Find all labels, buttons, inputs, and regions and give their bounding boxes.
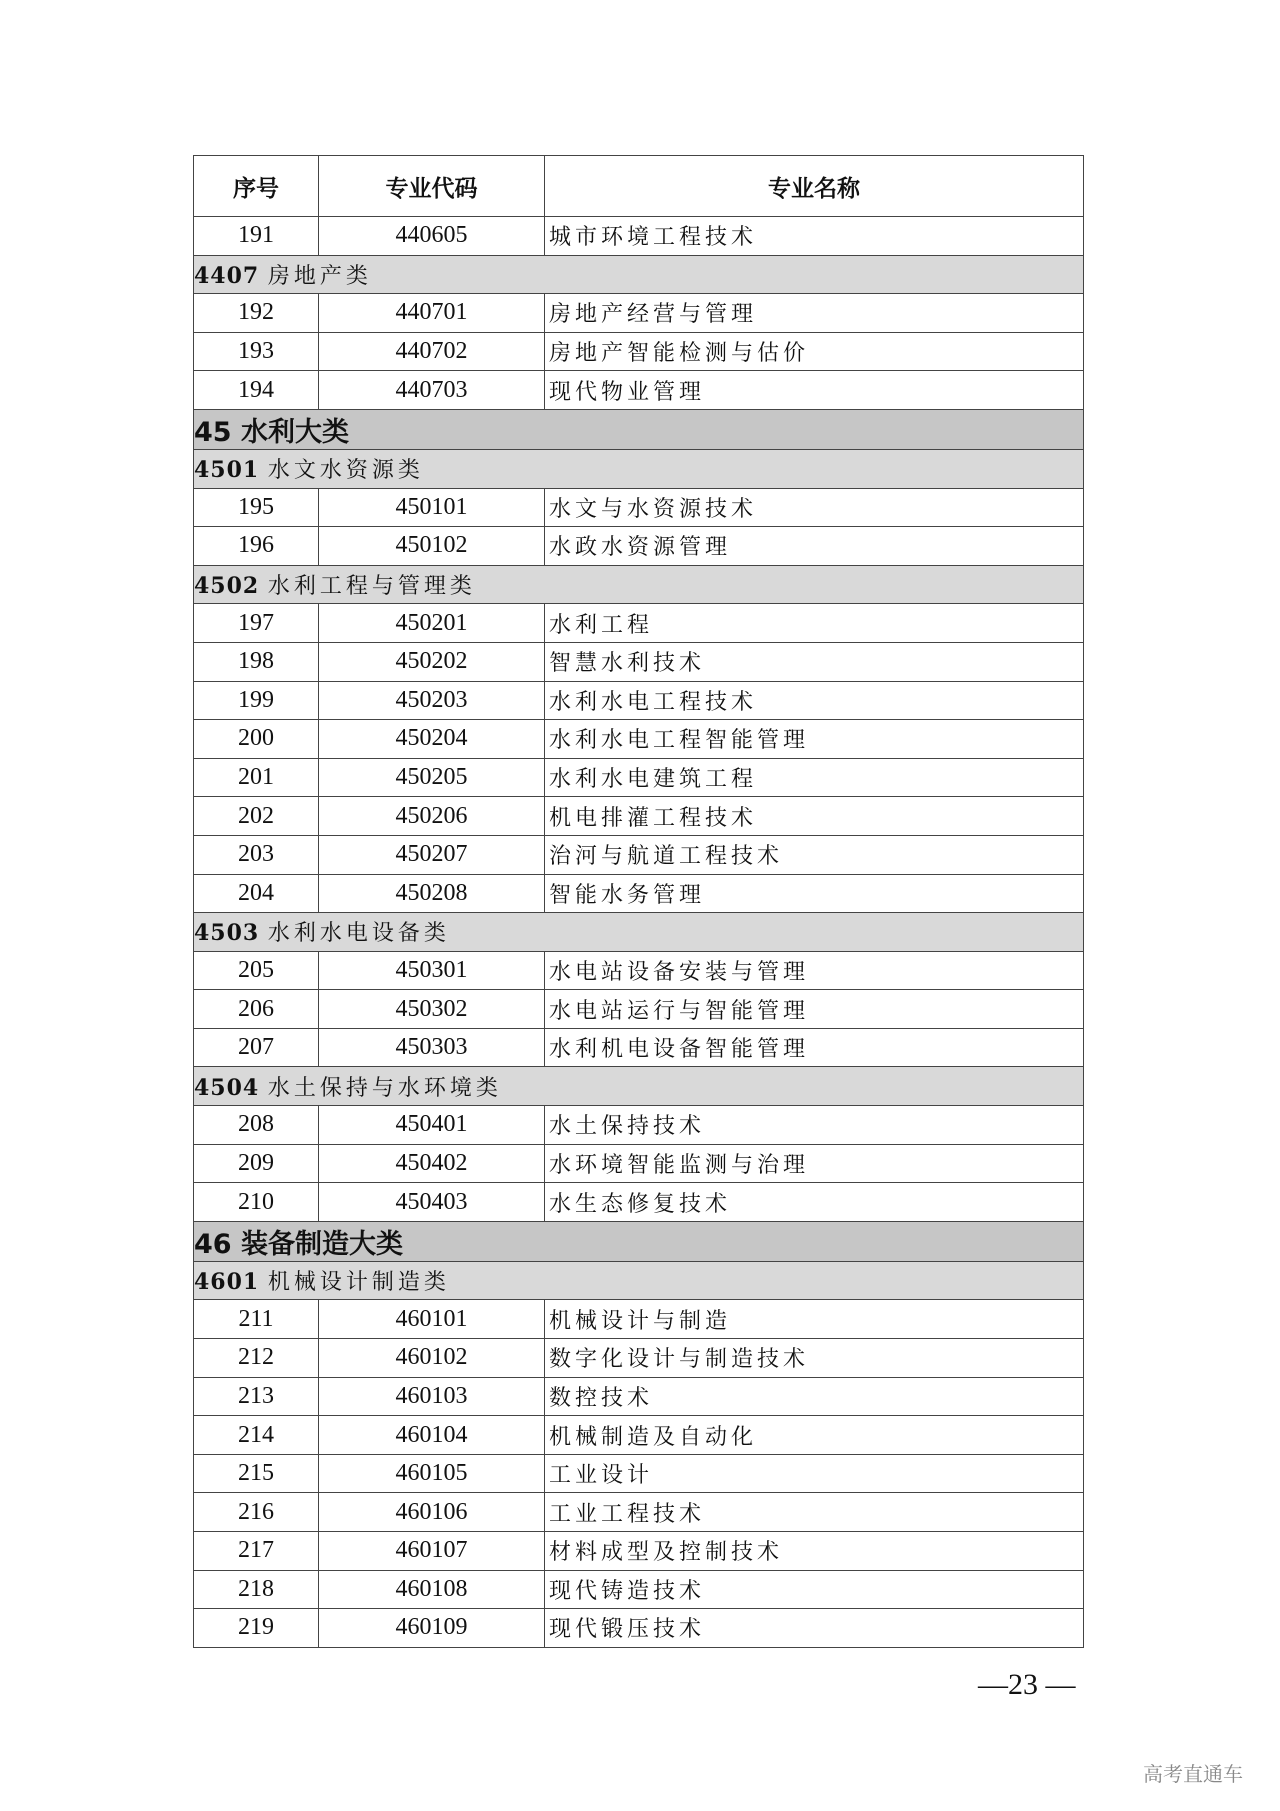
category-name: 水文水资源类 [267, 458, 424, 484]
table-row [194, 642, 1084, 681]
row-no: 210 [194, 1183, 319, 1222]
row-code: 450403 [319, 1183, 545, 1222]
table-row [194, 681, 1084, 720]
row-name: 智能水务管理 [545, 874, 1084, 913]
category-code: 4407 [194, 262, 260, 289]
row-code: 450206 [319, 797, 545, 836]
table-row [194, 874, 1084, 913]
row-no: 216 [194, 1493, 319, 1532]
row-name: 智慧水利技术 [545, 642, 1084, 681]
table-row [194, 1300, 1084, 1339]
table-row [194, 1028, 1084, 1067]
row-name: 水利机电设备智能管理 [545, 1028, 1084, 1067]
row-code: 450201 [319, 604, 545, 643]
row-name: 现代铸造技术 [545, 1570, 1084, 1609]
row-name: 水电站运行与智能管理 [545, 990, 1084, 1029]
category-code: 4504 [194, 1074, 260, 1101]
row-name: 房地产智能检测与估价 [545, 332, 1084, 371]
row-code: 460109 [319, 1609, 545, 1648]
row-no: 215 [194, 1454, 319, 1493]
category-code: 45 [194, 416, 232, 448]
row-code: 450101 [319, 488, 545, 527]
table-row [194, 758, 1084, 797]
row-code: 460103 [319, 1377, 545, 1416]
row-no: 206 [194, 990, 319, 1029]
row-no: 200 [194, 720, 319, 759]
header-name: 专业名称 [545, 156, 1084, 217]
row-code: 460102 [319, 1339, 545, 1378]
row-code: 460106 [319, 1493, 545, 1532]
row-no: 202 [194, 797, 319, 836]
table-row [194, 1493, 1084, 1532]
row-code: 460108 [319, 1570, 545, 1609]
row-code: 450203 [319, 681, 545, 720]
row-code: 450401 [319, 1106, 545, 1145]
major-category-row [194, 409, 1084, 449]
row-code: 450402 [319, 1144, 545, 1183]
row-no: 212 [194, 1339, 319, 1378]
row-name: 工业设计 [545, 1454, 1084, 1493]
table-row [194, 720, 1084, 759]
row-no: 217 [194, 1532, 319, 1571]
category-name: 水土保持与水环境类 [267, 1075, 502, 1101]
row-no: 209 [194, 1144, 319, 1183]
category-name: 机械设计制造类 [267, 1270, 450, 1296]
row-name: 数字化设计与制造技术 [545, 1339, 1084, 1378]
row-code: 460107 [319, 1532, 545, 1571]
header-no: 序号 [194, 156, 319, 217]
row-no: 201 [194, 758, 319, 797]
row-no: 207 [194, 1028, 319, 1067]
row-name: 数控技术 [545, 1377, 1084, 1416]
row-name: 机械制造及自动化 [545, 1416, 1084, 1455]
row-no: 204 [194, 874, 319, 913]
row-no: 203 [194, 835, 319, 874]
row-no: 208 [194, 1106, 319, 1145]
category-code: 4501 [194, 457, 260, 484]
row-code: 450301 [319, 951, 545, 990]
row-code: 440702 [319, 332, 545, 371]
category-cell [194, 449, 1084, 488]
table-row [194, 1416, 1084, 1455]
majors-table [193, 155, 1084, 1648]
row-name: 机电排灌工程技术 [545, 797, 1084, 836]
table-row [194, 371, 1084, 410]
table-row [194, 1377, 1084, 1416]
table-header [194, 156, 1084, 217]
row-no: 211 [194, 1300, 319, 1339]
row-code: 460101 [319, 1300, 545, 1339]
row-no: 218 [194, 1570, 319, 1609]
subcategory-row [194, 1261, 1084, 1300]
row-no: 219 [194, 1609, 319, 1648]
row-no: 213 [194, 1377, 319, 1416]
table-row [194, 1183, 1084, 1222]
table-row [194, 294, 1084, 333]
table-row [194, 1106, 1084, 1145]
row-code: 460104 [319, 1416, 545, 1455]
table-row [194, 1532, 1084, 1571]
category-cell [194, 1221, 1084, 1261]
category-cell [194, 565, 1084, 604]
row-code: 450102 [319, 527, 545, 566]
table-row [194, 1144, 1084, 1183]
row-no: 195 [194, 488, 319, 527]
category-name: 装备制造大类 [240, 1228, 403, 1260]
table-row [194, 527, 1084, 566]
row-name: 现代物业管理 [545, 371, 1084, 410]
subcategory-row [194, 1067, 1084, 1106]
table-row [194, 217, 1084, 256]
major-category-row [194, 1221, 1084, 1261]
row-code: 450205 [319, 758, 545, 797]
row-no: 199 [194, 681, 319, 720]
table-row [194, 332, 1084, 371]
category-code: 4601 [194, 1269, 260, 1296]
row-code: 450302 [319, 990, 545, 1029]
page-number: —23 — [978, 1668, 1076, 1701]
table-row [194, 488, 1084, 527]
row-name: 城市环境工程技术 [545, 217, 1084, 256]
row-name: 材料成型及控制技术 [545, 1532, 1084, 1571]
row-name: 水电站设备安装与管理 [545, 951, 1084, 990]
category-code: 46 [194, 1228, 232, 1260]
subcategory-row [194, 449, 1084, 488]
category-cell [194, 913, 1084, 952]
row-name: 工业工程技术 [545, 1493, 1084, 1532]
row-name: 水政水资源管理 [545, 527, 1084, 566]
row-no: 196 [194, 527, 319, 566]
row-name: 水环境智能监测与治理 [545, 1144, 1084, 1183]
table-row [194, 1339, 1084, 1378]
subcategory-row [194, 913, 1084, 952]
row-code: 460105 [319, 1454, 545, 1493]
row-code: 440703 [319, 371, 545, 410]
row-code: 450303 [319, 1028, 545, 1067]
category-cell [194, 1067, 1084, 1106]
category-cell [194, 409, 1084, 449]
watermark: 高考直通车 [1143, 1762, 1243, 1786]
row-no: 198 [194, 642, 319, 681]
table-row [194, 1570, 1084, 1609]
table-row [194, 835, 1084, 874]
table-row [194, 1609, 1084, 1648]
row-name: 现代锻压技术 [545, 1609, 1084, 1648]
subcategory-row [194, 255, 1084, 294]
category-cell [194, 255, 1084, 294]
row-code: 450202 [319, 642, 545, 681]
category-code: 4502 [194, 573, 260, 600]
row-no: 193 [194, 332, 319, 371]
row-no: 194 [194, 371, 319, 410]
row-no: 197 [194, 604, 319, 643]
row-code: 440701 [319, 294, 545, 333]
row-name: 水土保持技术 [545, 1106, 1084, 1145]
header-code: 专业代码 [319, 156, 545, 217]
row-no: 192 [194, 294, 319, 333]
row-code: 450207 [319, 835, 545, 874]
row-name: 水利水电建筑工程 [545, 758, 1084, 797]
category-name: 房地产类 [267, 263, 372, 289]
subcategory-row [194, 565, 1084, 604]
row-name: 水利水电工程智能管理 [545, 720, 1084, 759]
row-name: 机械设计与制造 [545, 1300, 1084, 1339]
category-name: 水利水电设备类 [267, 921, 450, 947]
row-name: 治河与航道工程技术 [545, 835, 1084, 874]
category-name: 水利大类 [240, 416, 349, 448]
row-name: 水文与水资源技术 [545, 488, 1084, 527]
table-row [194, 990, 1084, 1029]
row-no: 205 [194, 951, 319, 990]
table-row [194, 604, 1084, 643]
row-name: 水生态修复技术 [545, 1183, 1084, 1222]
row-code: 440605 [319, 217, 545, 256]
table-row [194, 951, 1084, 990]
row-no: 191 [194, 217, 319, 256]
row-name: 水利工程 [545, 604, 1084, 643]
row-no: 214 [194, 1416, 319, 1455]
row-code: 450204 [319, 720, 545, 759]
table-row [194, 797, 1084, 836]
category-cell [194, 1261, 1084, 1300]
row-name: 房地产经营与管理 [545, 294, 1084, 333]
table-row [194, 1454, 1084, 1493]
row-name: 水利水电工程技术 [545, 681, 1084, 720]
category-name: 水利工程与管理类 [267, 574, 476, 600]
category-code: 4503 [194, 920, 260, 947]
row-code: 450208 [319, 874, 545, 913]
